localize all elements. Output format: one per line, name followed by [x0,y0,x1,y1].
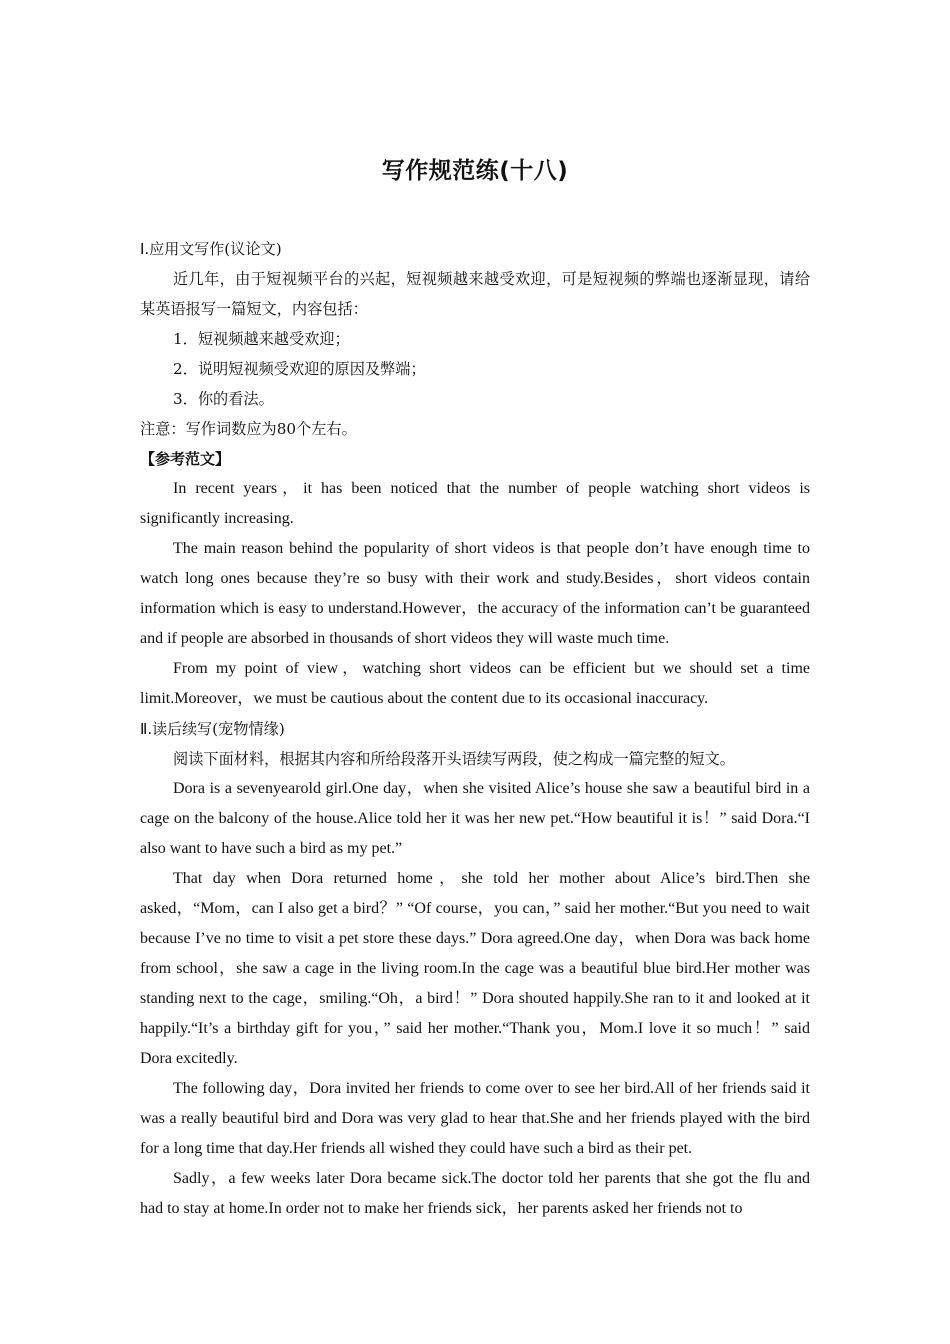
model-paragraph-3: From my point of view，watching short videos can be efficient but we should set a time limit.Moreover，we must be cautious about the content due to its occasional inaccuracy. [140,660,810,707]
word-count-note: 注意：写作词数应为80个左右。 [140,420,357,438]
story-paragraph-2: That day when Dora returned home，she told her mother about Alice’s bird.Then she asked，“Mom，can I also get a bird？” “Of course，you can，” said her mother.“But you need to wait because I’ve no time to visit a pet store these days.” Dora agreed.One day，when Dora was back home from school，she saw a cage in the living room.In the cage was a beautiful blue bird.Her mother was standing next to the cage，smiling.“Oh，a bird！” Dora shouted happily.She ran to it and looked at it happily.“It’s a birthday gift for you，” said her mother.“Thank you，Mom.I love it so much！” said Dora excitedly. [140,870,810,1067]
story-paragraph-4: Sadly，a few weeks later Dora became sick.The doctor told her parents that she got the flu and had to stay at home.In order not to make her friends sick，her parents asked her friends not to [140,1170,810,1217]
page-title: 写作规范练(十八) [381,158,569,184]
section-2-heading [140,714,810,744]
story-paragraph-3: The following day，Dora invited her friends to come over to see her bird.All of her friends said it was a really beautiful bird and Dora was very glad to hear that.She and her friends played with the bird for a long time that day.Her friends all wished they could have such a bird as their pet. [140,1080,810,1157]
model-essay-label: 【参考范文】 [140,450,231,468]
model-paragraph-2: The main reason behind the popularity of short videos is that people don’t have enough time to watch long ones because they’re so busy with their work and study.Besides，short videos contain information which is easy to understand.However，the accuracy of the information can’t be guaranteed and if people are absorbed in thousands of short videos they will waste much time. [140,540,811,647]
document-body [140,234,810,1224]
requirement-item-1: 1．短视频越来越受欢迎； [173,330,350,348]
section-2-heading-text: Ⅱ.读后续写 [140,720,213,738]
section-1-heading [140,234,810,264]
story-paragraph-1: Dora is a sevenyearold girl.One day，when she visited Alice’s house she saw a beautiful bird in a cage on the balcony of the house.Alice told her it was her new pet.“How beautiful it is！” said Dora.“I also want to have such a bird as my pet.” [140,780,810,857]
section-1-prompt: 近几年，由于短视频平台的兴起，短视频越来越受欢迎，可是短视频的弊端也逐渐显现，请给某英语报写一篇短文，内容包括： [140,270,810,318]
section-2-instruction: 阅读下面材料，根据其内容和所给段落开头语续写两段，使之构成一篇完整的短文。 [173,750,735,768]
section-2-heading-sub: (宠物情缘) [212,720,285,738]
requirement-item-2: 2．说明短视频受欢迎的原因及弊端； [173,360,426,378]
section-1-heading-text: Ⅰ.应用文写作 [140,240,225,258]
model-paragraph-1: In recent years，it has been noticed that the number of people watching short videos is significantly increasing. [140,480,810,527]
requirement-item-3: 3．你的看法。 [173,390,274,408]
section-1-heading-sub: (议论文) [224,240,282,258]
